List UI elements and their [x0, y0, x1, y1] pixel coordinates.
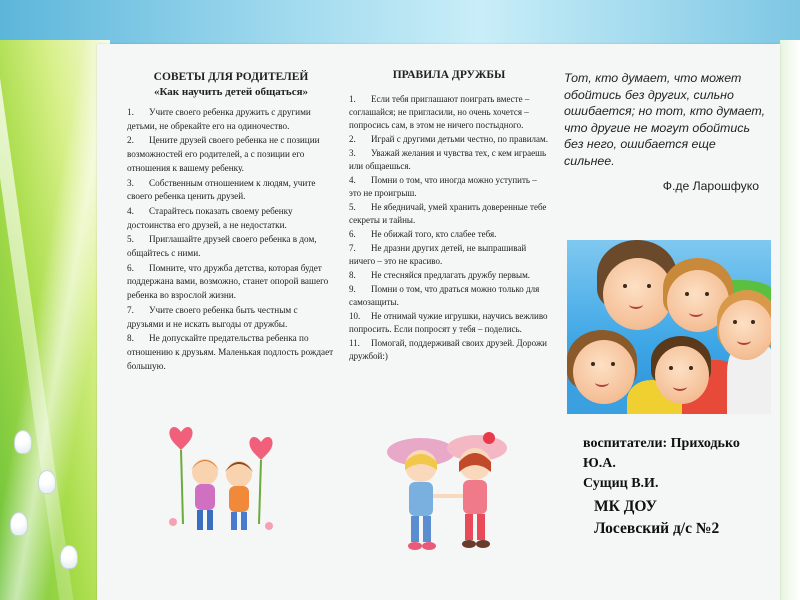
kids-with-hearts-illustration — [163, 414, 283, 544]
org-line2: Лосевский д/с №2 — [594, 520, 720, 537]
org-block — [594, 496, 774, 540]
org-line1: МК ДОУ — [594, 498, 657, 515]
list-item: 1. Если тебя приглашают поиграть вместе – соглашайся; не пригласили, но очень хочется – попросись сам, в этом не ничего постыдного. — [349, 94, 530, 130]
staff-second: Сущиц В.И. — [583, 476, 659, 491]
list-item: 6. Не обижай того, кто слабее тебя. — [349, 229, 497, 239]
list-item: 10. Не отнимай чужие игрушки, научись вежливо попросить. Если попросят у тебя – поделись. — [349, 311, 548, 334]
list-item: 3. Уважай желания и чувства тех, с кем играешь или общаешься. — [349, 148, 547, 171]
snowdrop-icon — [14, 430, 32, 454]
list-item: 3. Собственным отношением к людям, учите своего ребенка ценить друзей. — [127, 177, 316, 202]
list-item: 1. Учите своего ребенка дружить с другими детьми, не обрекайте его на одиночество. — [127, 107, 311, 131]
list-item: 4. Помни о том, что иногда можно уступить – это не проигрыш. — [349, 175, 537, 198]
list-item: 2. Цените друзей своего ребенка не с позиции возможностей его родителей, а с позиции его отношения к вашему ребенку. — [127, 135, 320, 173]
list-item: 7. Учите своего ребенка быть честным с друзьями и не искать выгоды от дружбы. — [127, 304, 298, 329]
list-item: 11. Помогай, поддерживай своих друзей. Дорожи дружбой:) — [349, 338, 547, 361]
advice-column — [127, 70, 335, 374]
staff-label: воспитатели: Приходько Ю.А. — [583, 436, 740, 471]
advice-title: СОВЕТЫ ДЛЯ РОДИТЕЛЕЙ — [153, 71, 309, 83]
list-item: 4. Старайтесь показать своему ребенку достоинства его друзей, а не недостатки. — [127, 205, 293, 230]
list-item: 9. Помни о том, что драться можно только для самозащиты. — [349, 284, 540, 307]
advice-list — [127, 106, 335, 373]
rules-column — [349, 68, 549, 364]
kids-photo — [567, 240, 771, 414]
quote-text: Тот, кто думает, что может обойтись без других, сильно ошибается; но тот, кто думает, что другие не могут обойтись без него, ошибается еще сильнее. — [564, 71, 766, 168]
list-item: 7. Не дразни других детей, не выпрашивай ничего – это не красиво. — [349, 243, 527, 266]
right-margin — [780, 40, 800, 600]
list-item: 5. Приглашайте друзей своего ребенка в дом, общайтесь с ними. — [127, 234, 317, 259]
snowdrop-icon — [60, 545, 78, 569]
list-item: 8. Не стесняйся предлагать дружбу первым. — [349, 270, 531, 280]
list-item: 8. Не допускайте предательства ребенка по отношению к друзьям. Маленькая подлость рождает большую. — [127, 333, 334, 371]
snowdrop-icon — [10, 512, 28, 536]
rules-list — [349, 93, 549, 363]
sky-banner — [0, 0, 800, 48]
girls-holding-hands-illustration — [379, 422, 519, 562]
advice-subtitle: «Как научить детей общаться» — [153, 86, 309, 98]
leaflet — [97, 44, 780, 600]
staff-block — [583, 434, 773, 494]
list-item: 6. Помните, что дружба детства, которая будет поддержана вами, возможно, станет опорой вашего ребенка во взрослой жизни. — [127, 262, 329, 301]
list-item: 2. Играй с другими детьми честно, по правилам. — [349, 134, 548, 144]
snowdrop-icon — [38, 470, 56, 494]
rules-title: ПРАВИЛА ДРУЖБЫ — [392, 69, 506, 81]
quote-author: Ф.де Ларошфуко — [662, 179, 759, 193]
list-item: 5. Не ябедничай, умей хранить доверенные тебе секреты и тайны. — [349, 202, 547, 225]
quote-block — [564, 70, 769, 193]
